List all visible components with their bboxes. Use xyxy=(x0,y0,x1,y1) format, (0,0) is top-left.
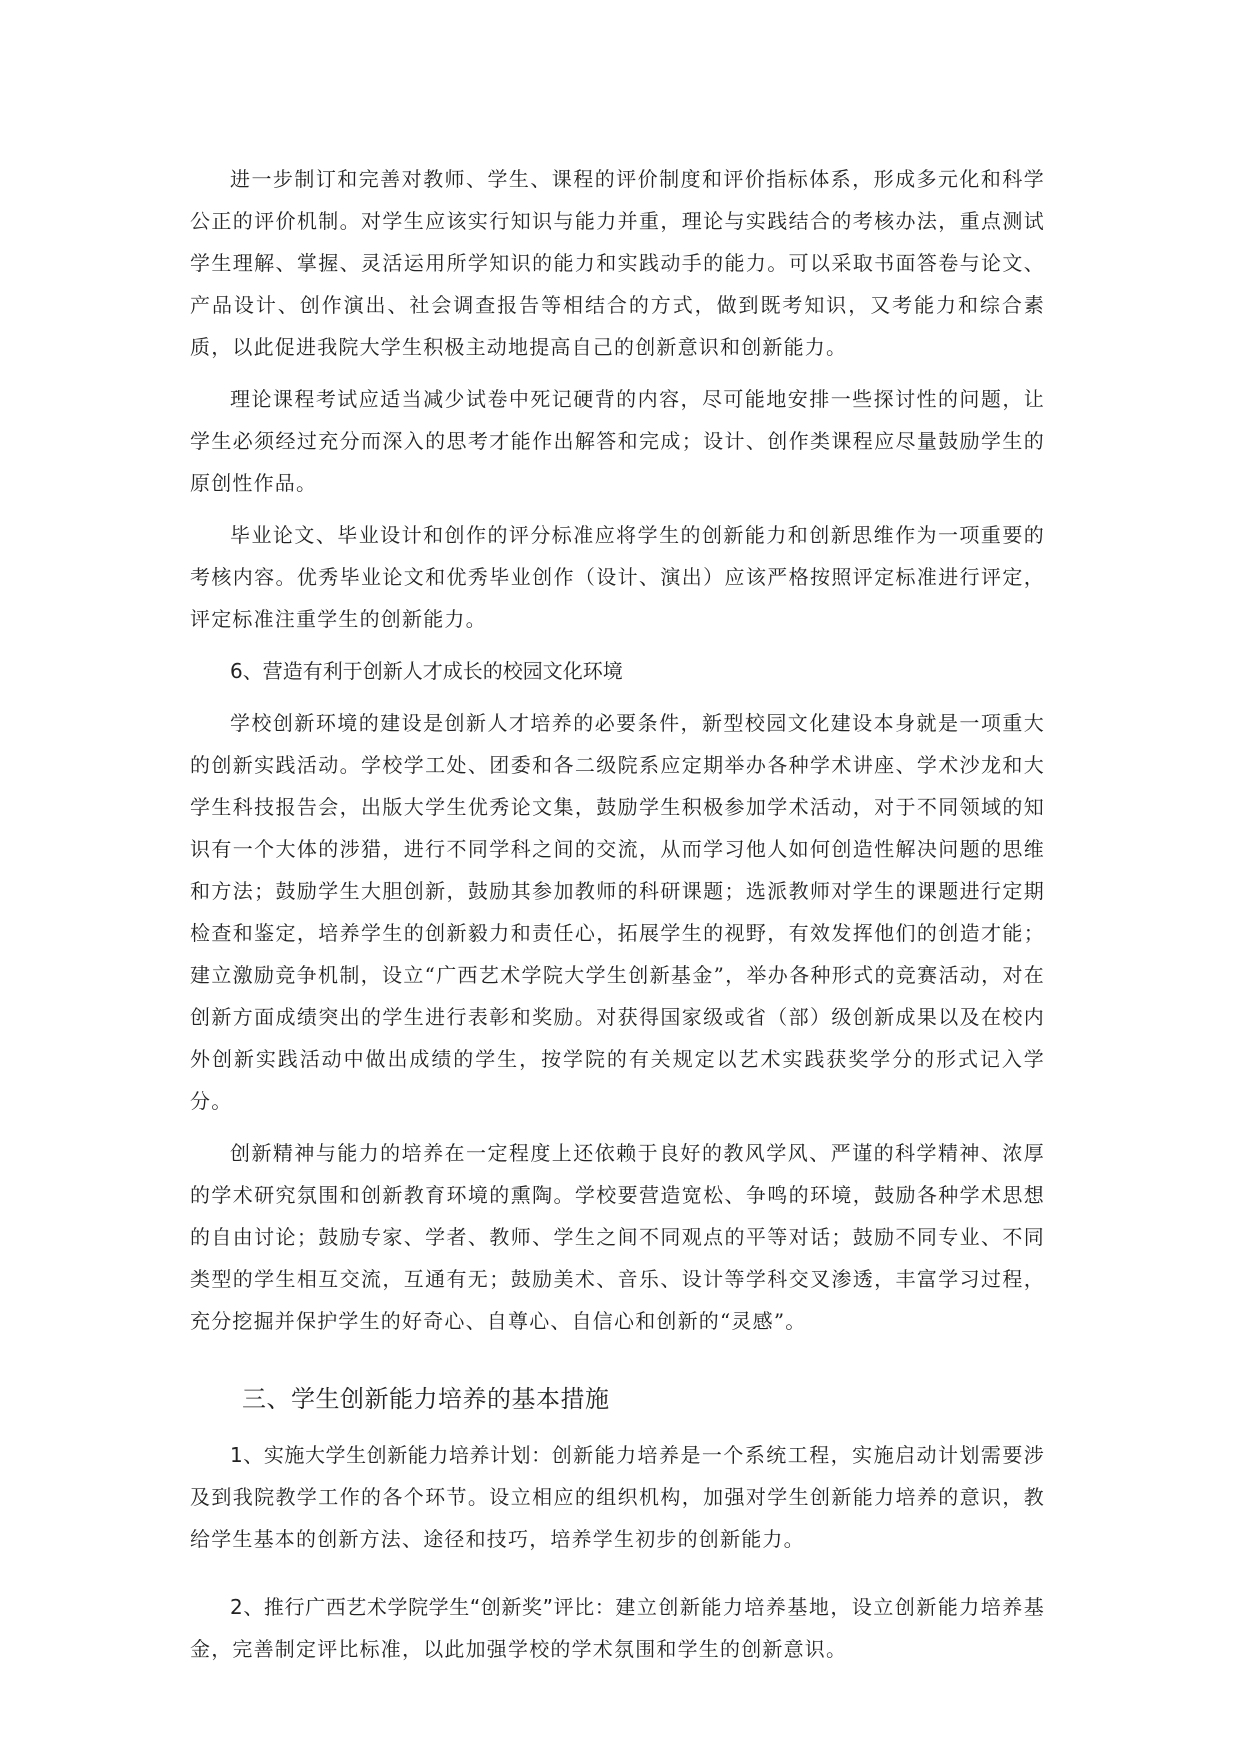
measure-item xyxy=(190,1586,1045,1670)
measure-body: 建立创新能力培养基地，设立创新能力培养基金，完善制定评比标准，以此加强学校的学术氛围和学生的创新意识。 xyxy=(190,1595,1046,1661)
body-paragraph: 毕业论文、毕业设计和创作的评分标准应将学生的创新能力和创新思维作为一项重要的考核内容。优秀毕业论文和优秀毕业创作（设计、演出）应该严格按照评定标准进行评定，评定标准注重学生的创新能力。 xyxy=(190,523,1045,631)
measure-item xyxy=(190,1434,1045,1560)
measure-lead: 2、推行广西艺术学院学生“创新奖”评比： xyxy=(230,1595,616,1619)
measure-lead: 1、实施大学生创新能力培养计划： xyxy=(230,1443,552,1467)
document-body xyxy=(190,158,1045,1680)
measure-body: 创新能力培养是一个系统工程，实施启动计划需要涉及到我院教学工作的各个环节。设立相应的组织机构，加强对学生创新能力培养的意识，教给学生基本的创新方法、途径和技巧，培养学生初步的创新能力。 xyxy=(190,1443,1045,1551)
body-paragraph: 创新精神与能力的培养在一定程度上还依赖于良好的教风学风、严谨的科学精神、浓厚的学术研究氛围和创新教育环境的熏陶。学校要营造宽松、争鸣的环境，鼓励各种学术思想的自由讨论；鼓励专家、学者、教师、学生之间不同观点的平等对话；鼓励不同专业、不同类型的学生相互交流，互通有无；鼓励美术、音乐、设计等学科交叉渗透，丰富学习过程，充分挖掘并保护学生的好奇心、自尊心、自信心和创新的“灵感”。 xyxy=(190,1141,1045,1333)
body-paragraph: 理论课程考试应适当减少试卷中死记硬背的内容，尽可能地安排一些探讨性的问题，让学生必须经过充分而深入的思考才能作出解答和完成；设计、创作类课程应尽量鼓励学生的原创性作品。 xyxy=(190,387,1045,495)
section-6-heading: 6、营造有利于创新人才成长的校园文化环境 xyxy=(230,659,623,683)
body-paragraph: 学校创新环境的建设是创新人才培养的必要条件，新型校园文化建设本身就是一项重大的创新实践活动。学校学工处、团委和各二级院系应定期举办各种学术讲座、学术沙龙和大学生科技报告会，出版大学生优秀论文集，鼓励学生积极参加学术活动，对于不同领域的知识有一个大体的涉猎，进行不同学科之间的交流，从而学习他人如何创造性解决问题的思维和方法；鼓励学生大胆创新，鼓励其参加教师的科研课题；选派教师对学生的课题进行定期检查和鉴定，培养学生的创新毅力和责任心，拓展学生的视野，有效发挥他们的创造才能；建立激励竞争机制，设立“广西艺术学院大学生创新基金”，举办各种形式的竞赛活动，对在创新方面成绩突出的学生进行表彰和奖励。对获得国家级或省（部）级创新成果以及在校内外创新实践活动中做出成绩的学生，按学院的有关规定以艺术实践获奖学分的形式记入学分。 xyxy=(190,711,1045,1113)
section-3-heading: 三、学生创新能力培养的基本措施 xyxy=(242,1385,610,1413)
body-paragraph: 进一步制订和完善对教师、学生、课程的评价制度和评价指标体系，形成多元化和科学公正的评价机制。对学生应该实行知识与能力并重，理论与实践结合的考核办法，重点测试学生理解、掌握、灵活运用所学知识的能力和实践动手的能力。可以采取书面答卷与论文、产品设计、创作演出、社会调查报告等相结合的方式，做到既考知识，又考能力和综合素质，以此促进我院大学生积极主动地提高自己的创新意识和创新能力。 xyxy=(190,167,1045,359)
